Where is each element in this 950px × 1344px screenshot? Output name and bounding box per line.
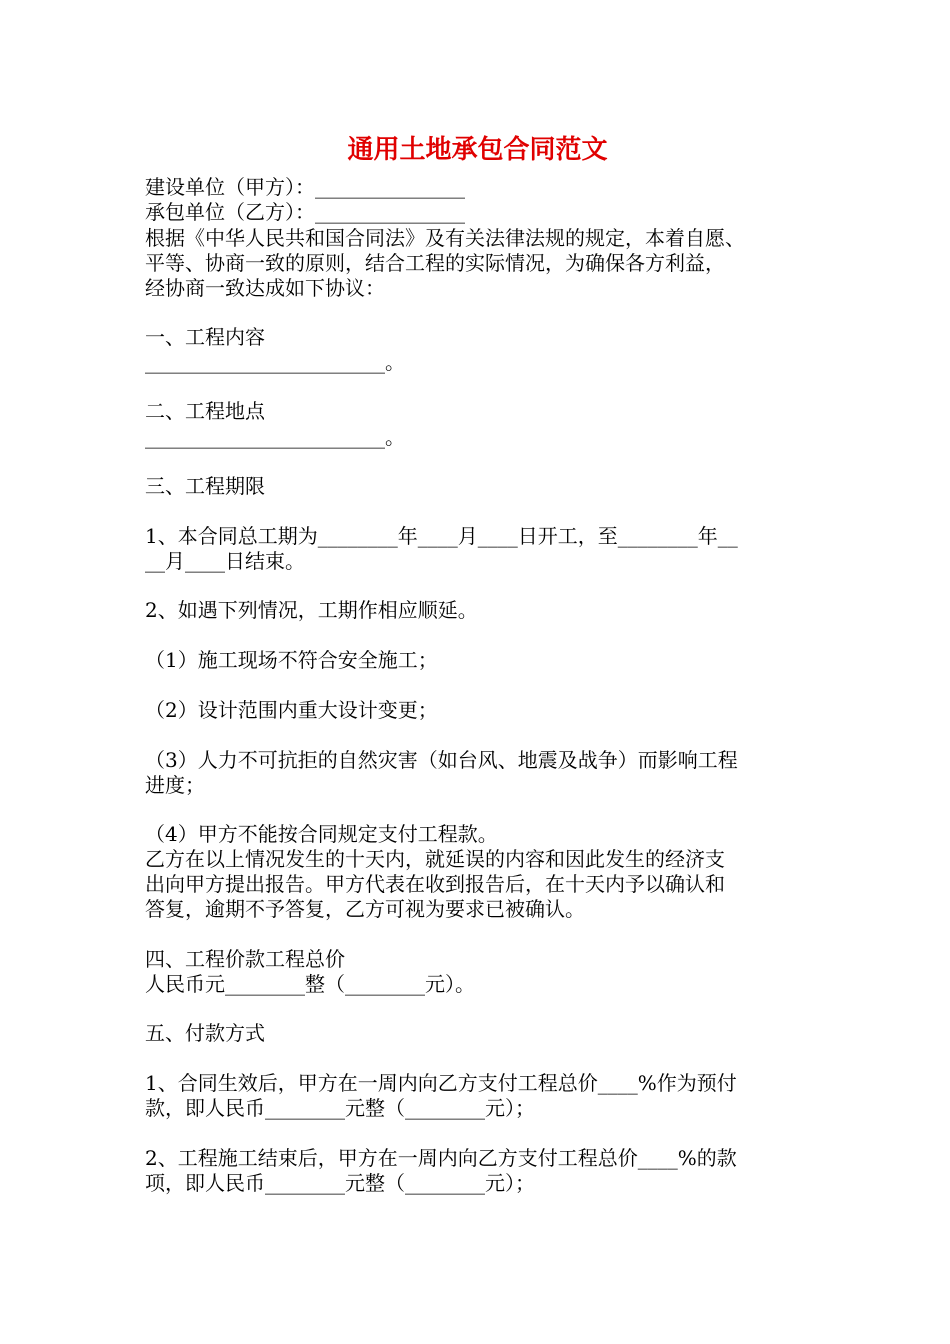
paragraph-line: 出向甲方提出报告。甲方代表在收到报告后，在十天内予以确认和 [145,872,725,896]
section-heading: 四、工程价款工程总价 [145,947,345,971]
party-b-line: 承包单位（乙方）：_______________ [145,200,465,224]
paragraph-line: 答复，逾期不予答复，乙方可视为要求已被确认。 [145,897,585,921]
list-item: 进度； [145,773,205,797]
list-item: （2）设计范围内重大设计变更； [145,698,438,722]
list-item: （4）甲方不能按合同规定支付工程款。 [145,822,498,846]
party-a-line: 建设单位（甲方）：_______________ [145,175,465,199]
preamble-line: 经协商一致达成如下协议： [145,276,385,300]
clause-line: 1、合同生效后，甲方在一周内向乙方支付工程总价____%作为预付 [145,1071,737,1095]
section-heading: 一、工程内容 [145,325,265,349]
list-item: （1）施工现场不符合安全施工； [145,648,438,672]
preamble-line: 平等、协商一致的原则，结合工程的实际情况，为确保各方利益， [145,251,725,275]
document-title: 通用土地承包合同范文 [347,135,608,165]
section-heading: 五、付款方式 [145,1021,265,1045]
clause-line: 款，即人民币________元整（________元）； [145,1096,535,1120]
section-heading: 三、工程期限 [145,474,265,498]
clause-line: 1、本合同总工期为________年____月____日开工，至________年__ [145,524,738,548]
clause-line: 2、工程施工结束后，甲方在一周内向乙方支付工程总价____%的款 [145,1146,737,1170]
preamble-line: 根据《中华人民共和国合同法》及有关法律法规的规定，本着自愿、 [145,226,745,250]
blank-line: ________________________。 [145,425,405,449]
clause-line: __月____日结束。 [145,549,305,573]
blank-line: ________________________。 [145,350,405,374]
section-heading: 二、工程地点 [145,399,265,423]
paragraph-line: 乙方在以上情况发生的十天内，就延误的内容和因此发生的经济支 [145,847,725,871]
list-item: （3）人力不可抗拒的自然灾害（如台风、地震及战争）而影响工程 [145,748,738,772]
clause-line: 2、如遇下列情况，工期作相应顺延。 [145,598,478,622]
clause-line: 人民币元________整（________元）。 [145,972,475,996]
clause-line: 项，即人民币________元整（________元）； [145,1171,535,1195]
